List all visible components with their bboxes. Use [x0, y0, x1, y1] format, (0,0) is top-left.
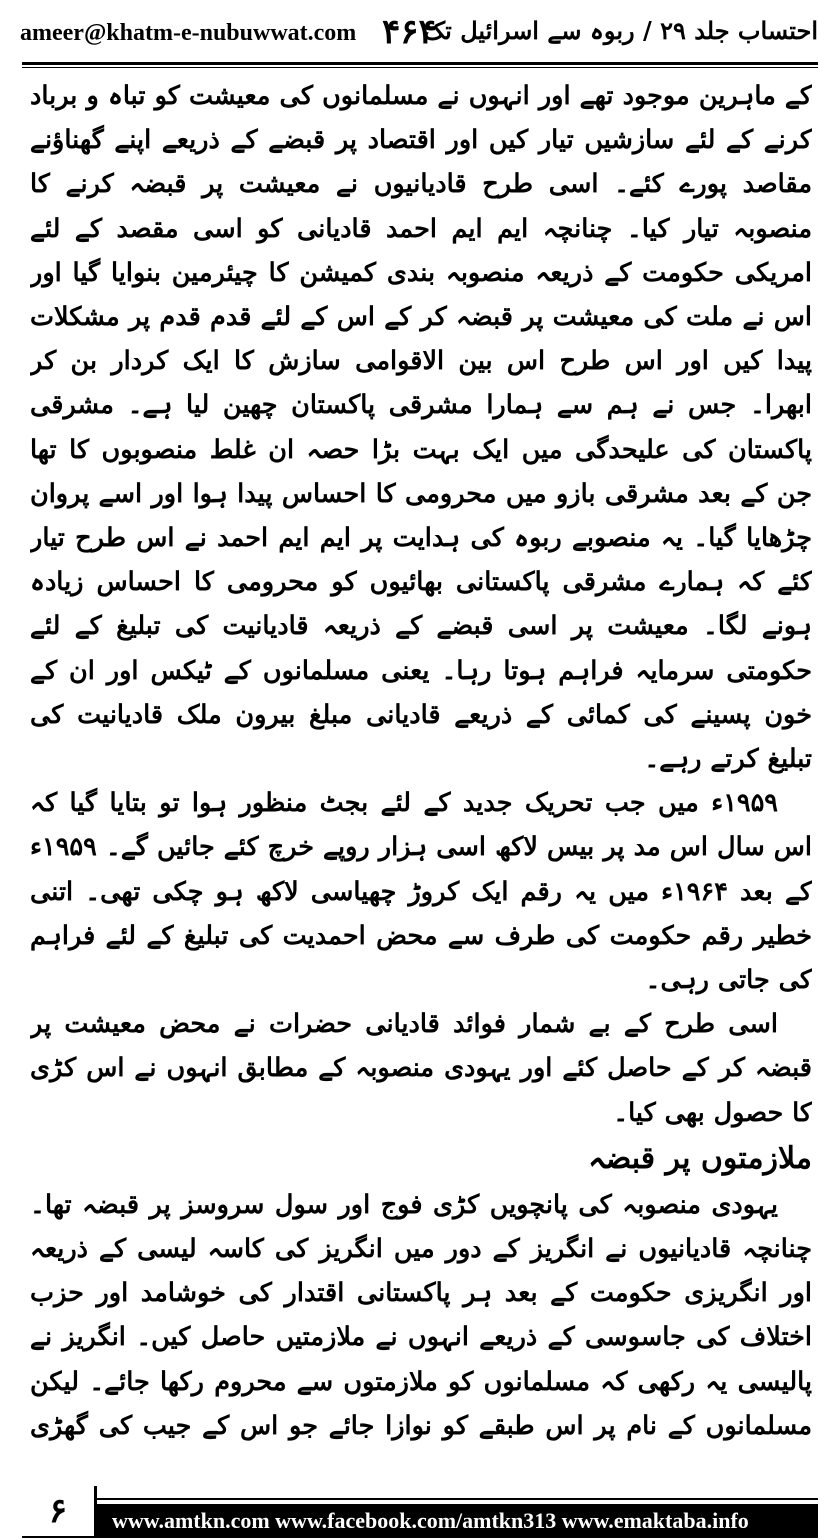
body-paragraph-4: یہودی منصوبہ کی پانچویں کڑی فوج اور سول سروسز پر قبضہ تھا۔ چنانچہ قادیانیوں نے انگریز کے دور میں انگریز کی کاسہ لیسی کے ذریعہ اور انگریزی حکومت کے بعد ہر پاکستانی اقتدار کی خوشامد اور حزب اختلاف کی جاسوسی کے ذریعے انہوں نے ملازمتیں حاصل کیں۔ انگریز نے پالیسی یہ رکھی کہ مسلمانوں کو ملازمتوں سے محروم رکھا جائے۔ لیکن مسلمانوں کے نام پر اس طبقے کو نوازا جائے جو اس کے جیب کی گھڑی: [30, 1189, 812, 1441]
footer-page-number: ۶: [22, 1486, 97, 1536]
header-email: ameer@khatm-e-nubuwwat.com: [20, 20, 357, 46]
page-footer: [0, 1478, 840, 1540]
header-rule-thick: [22, 62, 818, 65]
footer-websites: www.amtkn.com www.facebook.com/amtkn313 www.emaktaba.info: [112, 1508, 749, 1533]
page-header: [0, 0, 840, 68]
footer-rule: [22, 1498, 818, 1500]
header-rule-thin: [22, 67, 818, 68]
header-page-number: ۴۶۴: [382, 12, 437, 52]
page-body: [30, 74, 812, 1444]
body-paragraph-1: کے ماہرین موجود تھے اور انہوں نے مسلمانوں کی معیشت کو تباہ و برباد کرنے کے لئے سازشیں تیار کیں اور اقتصاد پر قبضے کے ذریعے اپنے گھناؤنے مقاصد پورے کئے۔ اسی طرح قادیانیوں نے معیشت پر قبضہ کرنے کا منصوبہ تیار کیا۔ چنانچہ ایم ایم احمد قادیانی کو اسی مقصد کے لئے امریکی حکومت کے ذریعہ منصوبہ بندی کمیشن کا چیئرمین بنوایا گیا اور اس نے ملت کی معیشت پر قبضہ کر کے اس کے لئے قدم قدم پر مشکلات پیدا کیں اور اس طرح اس بین الاقوامی سازش کا ایک کردار بن کر ابھرا۔ جس نے ہم سے ہمارا مشرقی پاکستان چھین لیا ہے۔ مشرقی پاکستان کی علیحدگی میں ایک بہت بڑا حصہ ان غلط منصوبوں کا تھا جن کے بعد مشرقی بازو میں محرومی کا احساس پیدا ہوا اور اسے پروان چڑھایا گیا۔ یہ منصوبے ربوہ کی ہدایت پر ایم ایم احمد نے اس طرح تیار کئے کہ ہمارے مشرقی پاکستانی بھائیوں کو محرومی کا احساس زیادہ ہونے لگا۔ معیشت پر اسی قبضے کے ذریعہ قادیانیت کی تبلیغ کے لئے حکومتی سرمایہ فراہم ہوتا رہا۔ یعنی مسلمانوں کے ٹیکس اور ان کے خون پسینے کی کمائی کے ذریعے قادیانی مبلغ بیرون ملک قادیانیت کی تبلیغ کرتے رہے۔: [30, 81, 812, 775]
running-title: احتساب جلد ۲۹ / ربوہ سے اسرائیل تک: [423, 16, 818, 45]
body-paragraph-2: ۱۹۵۹ء میں جب تحریک جدید کے لئے بجٹ منظور ہوا تو بتایا گیا کہ اس سال اس مد پر بیس لاکھ اسی ہزار روپے خرچ کئے جائیں گے۔ ۱۹۵۹ء کے بعد ۱۹۶۴ء میں یہ رقم ایک کروڑ چھیاسی لاکھ ہو چکی تھی۔ اتنی خطیر رقم حکومت کی طرف سے محض احمدیت کی تبلیغ کے لئے فراہم کی جاتی رہی۔: [30, 788, 812, 996]
section-heading: ملازمتوں پر قبضہ: [588, 1140, 812, 1176]
body-paragraph-3: اسی طرح کے بے شمار فوائد قادیانی حضرات نے محض معیشت پر قبضہ کر کے حاصل کئے اور یہودی منصوبہ کے مطابق انہوں نے اس کڑی کا حصول بھی کیا۔: [30, 1009, 812, 1128]
